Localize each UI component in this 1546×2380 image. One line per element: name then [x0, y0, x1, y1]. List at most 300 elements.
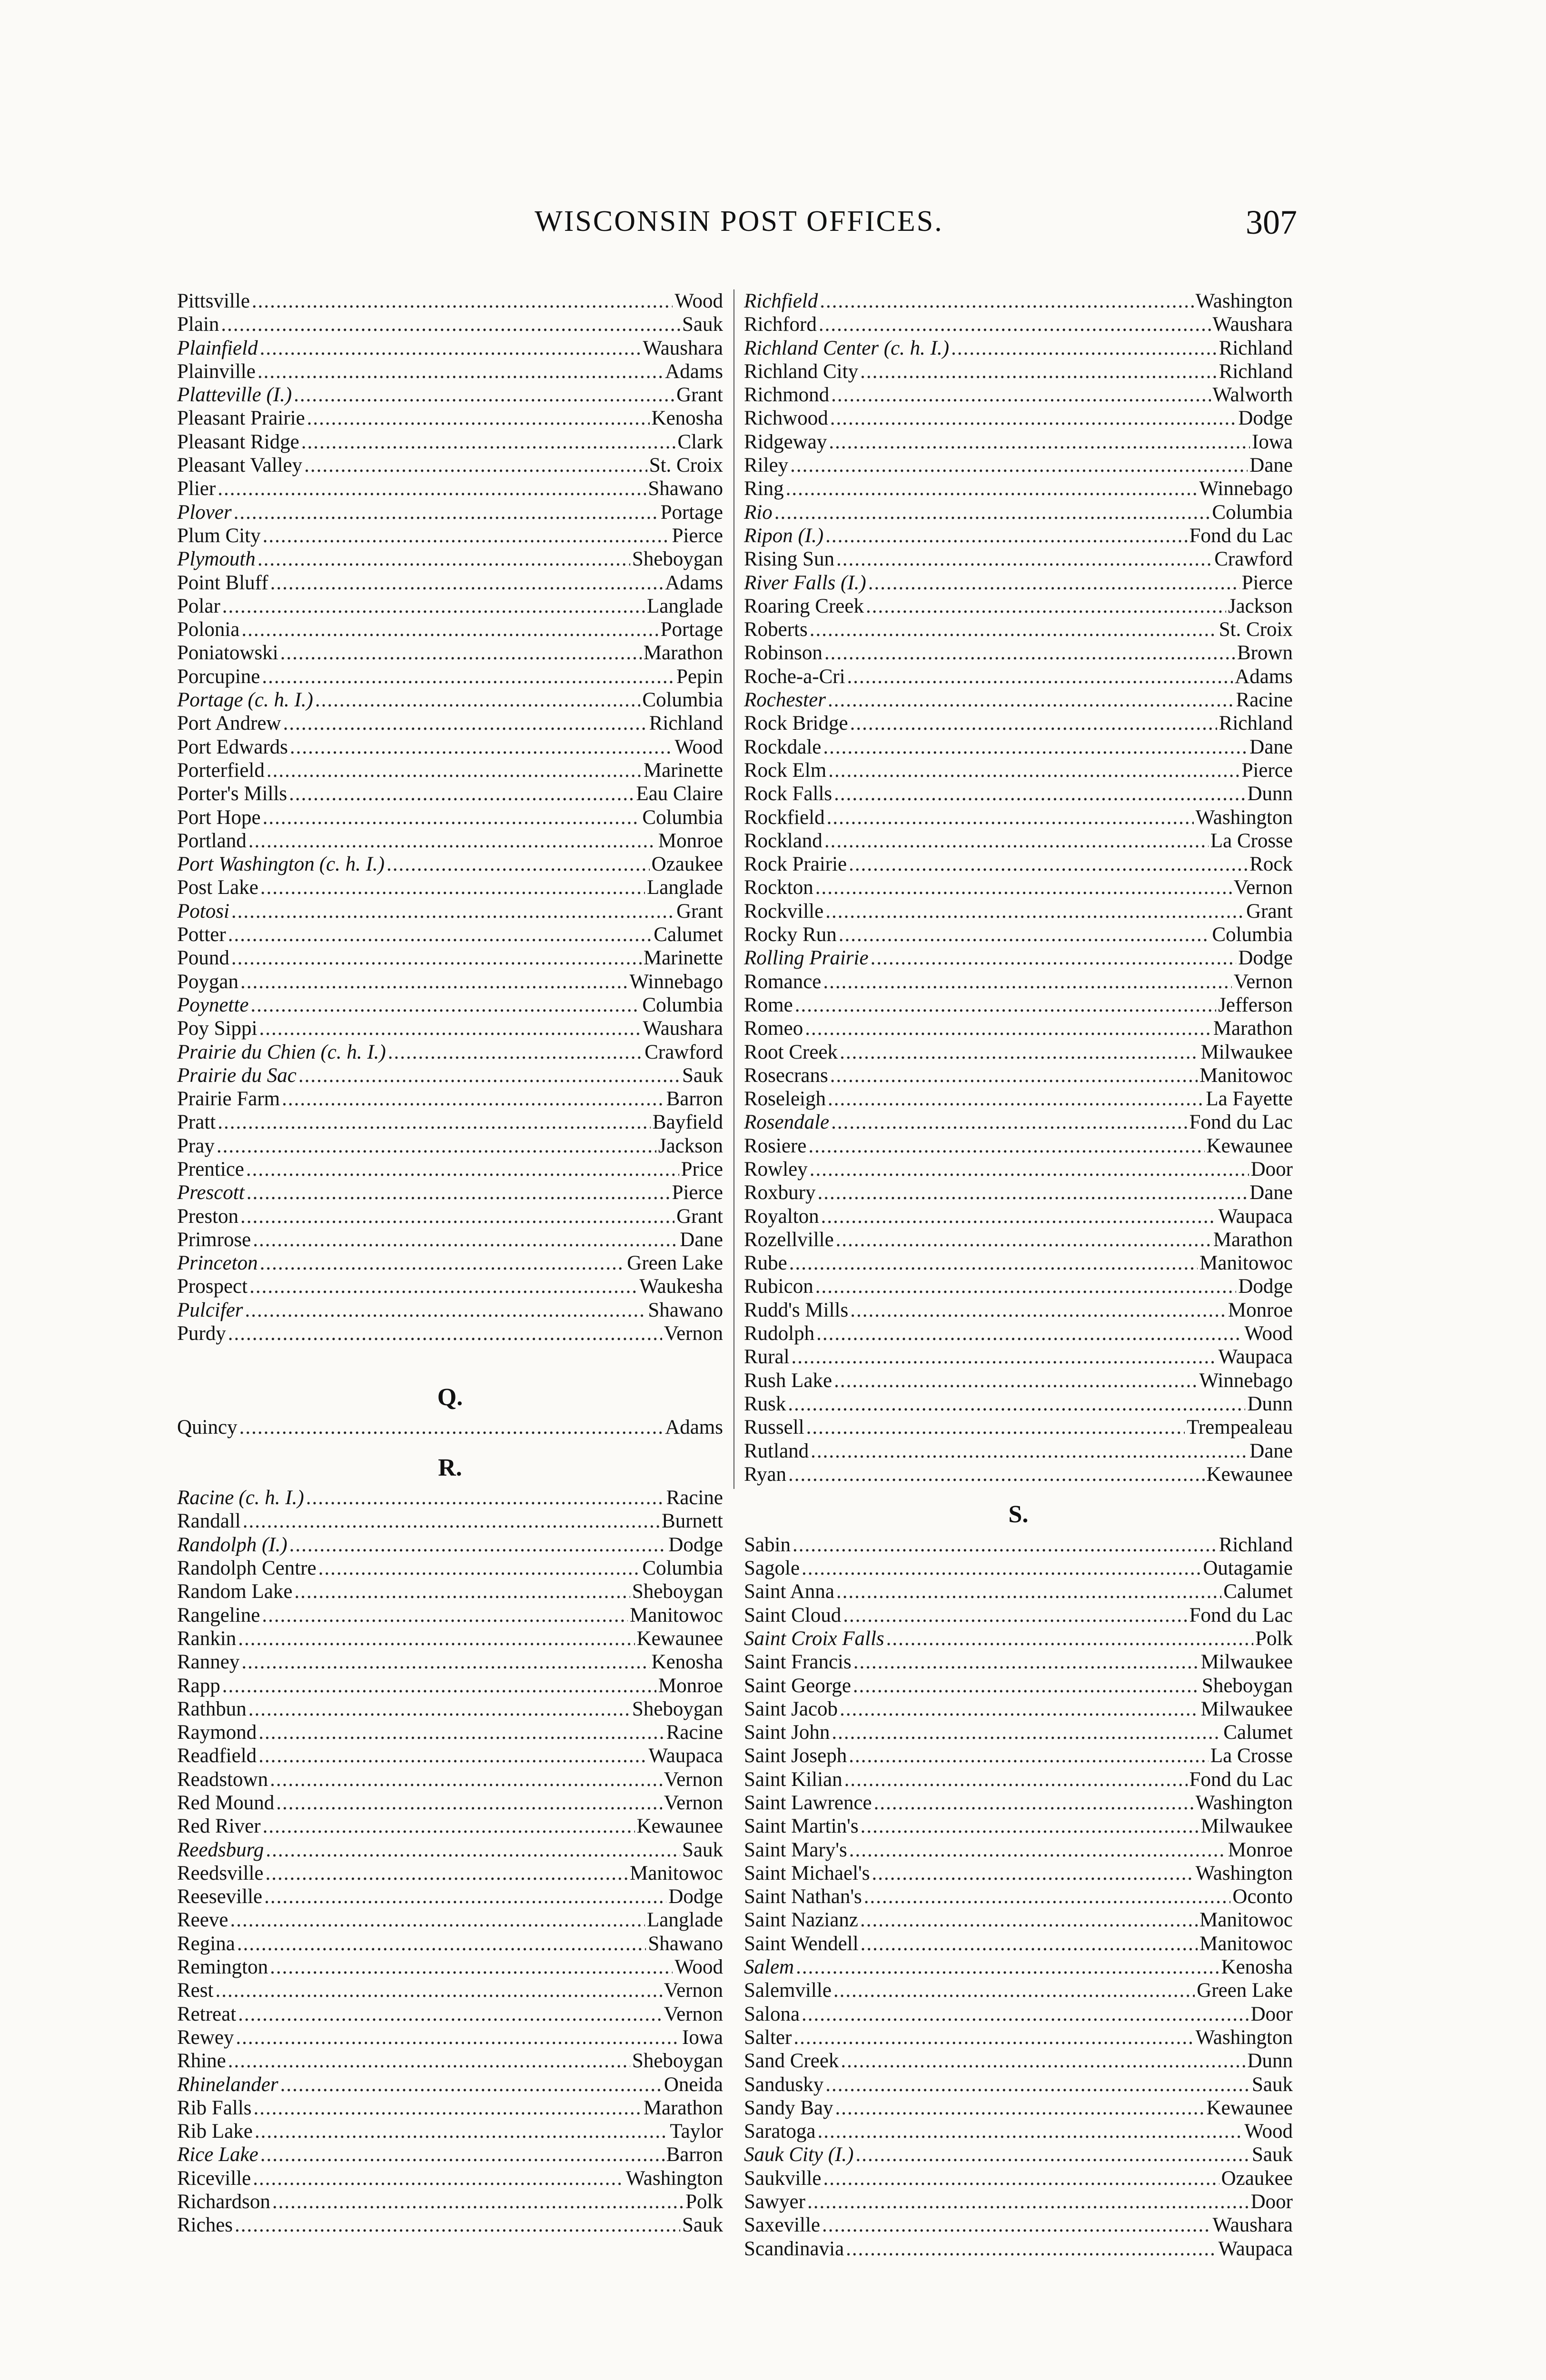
- post-office-entry: [744, 501, 1293, 524]
- post-office-name: Portage: [177, 689, 243, 712]
- dot-leader: [267, 759, 642, 782]
- post-office-name: Pound: [177, 947, 229, 970]
- post-office-entry: [177, 806, 723, 829]
- dot-leader: [805, 1017, 1211, 1040]
- county-seat-note: (c. h. I.): [238, 1487, 304, 1509]
- dot-leader: [849, 853, 1248, 876]
- post-office-entry: [744, 1251, 1293, 1275]
- dot-leader: [258, 1721, 664, 1744]
- post-office-name: Sandusky: [744, 2073, 824, 2096]
- county-name: Wood: [674, 290, 723, 312]
- section-heading-q: Q.: [437, 1383, 463, 1411]
- post-office-entry: [744, 1650, 1293, 1674]
- county-name: Vernon: [664, 1322, 723, 1345]
- post-office-name: Riley: [744, 454, 789, 477]
- county-name: Racine: [1236, 689, 1293, 712]
- county-name: Monroe: [1228, 1299, 1293, 1321]
- post-office-entry: [744, 313, 1293, 336]
- dot-leader: [817, 2120, 1242, 2143]
- county-name: Kewaunee: [636, 1627, 723, 1650]
- county-name: Door: [1250, 1158, 1293, 1180]
- post-office-name: Prairie Farm: [177, 1088, 280, 1111]
- post-office-name: Rube: [744, 1252, 787, 1275]
- post-office-entry: [744, 1815, 1293, 1838]
- post-office-entry: [744, 946, 1293, 970]
- dot-leader: [246, 1158, 679, 1181]
- county-name: Clark: [677, 430, 723, 453]
- county-name: Sauk: [682, 1064, 723, 1087]
- county-name: Dane: [1249, 1439, 1293, 1462]
- county-name: Kewaunee: [1206, 2096, 1293, 2119]
- post-office-entry: [744, 360, 1293, 383]
- post-office-name: Rhine: [177, 2050, 226, 2073]
- post-office-entry: [177, 1064, 723, 1087]
- county-name: Winnebago: [629, 970, 723, 993]
- post-office-name: Root Creek: [744, 1041, 838, 1063]
- dot-leader: [833, 1979, 1195, 2002]
- post-office-name: Rest: [177, 1979, 214, 2002]
- post-office-name: Sabin: [744, 1533, 791, 1556]
- dot-leader: [871, 946, 1237, 970]
- post-office-name: Poy Sippi: [177, 1017, 258, 1040]
- dot-leader: [240, 970, 628, 993]
- post-office-entry: [744, 1134, 1293, 1158]
- post-office-entry: [177, 1275, 723, 1298]
- post-office-entry: [177, 1791, 723, 1815]
- dot-leader: [834, 1369, 1197, 1392]
- post-office-entry: [177, 2049, 723, 2073]
- county-name: Brown: [1237, 642, 1293, 664]
- post-office-entry: [744, 1017, 1293, 1040]
- dot-leader: [831, 383, 1210, 407]
- post-office-name: Saint Nathan's: [744, 1885, 862, 1908]
- county-name: Jackson: [1228, 595, 1293, 617]
- dot-leader: [816, 1322, 1242, 1345]
- post-office-entry: [744, 2213, 1293, 2237]
- dot-leader: [262, 665, 674, 688]
- post-office-name: Saint Cloud: [744, 1604, 842, 1626]
- dot-leader: [831, 1111, 1188, 1134]
- post-office-entry: [744, 2003, 1293, 2026]
- county-name: Fond du Lac: [1189, 1768, 1293, 1791]
- post-office-entry: [177, 688, 723, 712]
- dot-leader: [294, 1580, 630, 1603]
- county-name: Grant: [676, 1205, 723, 1228]
- post-office-entry: [744, 1111, 1293, 1134]
- dot-leader: [258, 1744, 646, 1767]
- dot-leader: [307, 407, 650, 430]
- post-office-name: Prentice: [177, 1158, 244, 1180]
- post-office-entry: [744, 1463, 1293, 1486]
- post-office-name: Readstown: [177, 1768, 268, 1791]
- county-name: Dane: [1249, 454, 1293, 477]
- dot-leader: [830, 1064, 1198, 1087]
- post-office-entry: [744, 1181, 1293, 1204]
- dot-leader: [806, 1416, 1185, 1439]
- dot-leader: [253, 2167, 624, 2190]
- dot-leader: [861, 1815, 1199, 1838]
- dot-leader: [228, 1322, 662, 1345]
- post-office-entry: [177, 337, 723, 360]
- county-name: Wood: [674, 1956, 723, 1979]
- county-name: Portage: [660, 501, 723, 524]
- dot-leader: [836, 1580, 1221, 1603]
- post-office-name: Regina: [177, 1932, 235, 1955]
- post-office-entry: [177, 2190, 723, 2213]
- post-office-name: Rankin: [177, 1627, 237, 1650]
- post-office-name: Randolph Centre: [177, 1557, 317, 1580]
- dot-leader: [824, 641, 1235, 664]
- post-office-name: Princeton: [177, 1252, 258, 1275]
- dot-leader: [270, 571, 664, 595]
- post-office-entry: [744, 524, 1293, 547]
- county-name: La Crosse: [1210, 829, 1293, 852]
- post-office-entry: [177, 1041, 723, 1064]
- post-office-name: Rock Bridge: [744, 712, 848, 735]
- post-office-name: Saxeville: [744, 2214, 821, 2237]
- section-heading-r: R.: [438, 1454, 462, 1481]
- post-office-entry: [744, 1744, 1293, 1767]
- post-office-name: Reedsville: [177, 1862, 264, 1884]
- dot-leader: [818, 1181, 1248, 1204]
- county-name: Vernon: [664, 2003, 723, 2025]
- dot-leader: [819, 313, 1211, 336]
- county-name: Trempealeau: [1187, 1416, 1293, 1439]
- post-office-name: Richfield: [744, 290, 818, 312]
- post-office-name: Rockfield: [744, 806, 825, 829]
- post-office-entry: [177, 547, 723, 571]
- post-office-entry: [177, 853, 723, 876]
- county-name: Marathon: [643, 642, 723, 664]
- county-seat-note: (c. h. I.): [319, 853, 385, 876]
- dot-leader: [823, 970, 1231, 993]
- post-office-name: Rubicon: [744, 1275, 813, 1298]
- post-office-name: Randolph (I.): [177, 1533, 287, 1556]
- post-office-entry: [177, 477, 723, 500]
- post-office-entry: [177, 876, 723, 899]
- post-office-name: Plain: [177, 313, 219, 336]
- post-office-entry: [177, 1932, 723, 1955]
- post-office-name: Rusk: [744, 1392, 786, 1415]
- post-office-name: Rochester: [744, 689, 826, 712]
- dot-leader: [886, 1627, 1253, 1650]
- post-office-entry: [744, 1627, 1293, 1650]
- post-office-name: Sagole: [744, 1557, 800, 1580]
- county-name: Door: [1250, 2003, 1293, 2025]
- post-office-entry: [744, 900, 1293, 923]
- post-office-name: Saint Joseph: [744, 1745, 847, 1767]
- post-office-entry: [744, 1205, 1293, 1228]
- post-office-entry: [177, 1650, 723, 1674]
- post-office-name: Pittsville: [177, 290, 250, 312]
- county-name: Monroe: [1228, 1838, 1293, 1861]
- dot-leader: [815, 876, 1232, 899]
- post-office-entry: [177, 1580, 723, 1603]
- dot-leader: [855, 2143, 1250, 2166]
- dot-leader: [835, 2096, 1205, 2120]
- county-name: Grant: [1246, 900, 1293, 922]
- dot-leader: [254, 2096, 642, 2120]
- post-office-name: Rockland: [744, 829, 823, 852]
- page-header: [181, 205, 1297, 248]
- dot-leader: [840, 1041, 1199, 1064]
- post-office-name: Saint Michael's: [744, 1862, 870, 1884]
- post-office-name: Salter: [744, 2026, 792, 2049]
- dot-leader: [388, 1041, 643, 1064]
- dot-leader: [250, 993, 640, 1017]
- dot-leader: [217, 1134, 656, 1158]
- county-name: Sauk: [1252, 2073, 1293, 2096]
- county-name: Waupaca: [1218, 1205, 1293, 1228]
- post-office-entry: [744, 970, 1293, 993]
- county-name: Iowa: [682, 2026, 723, 2049]
- running-title: WISCONSIN POST OFFICES.: [535, 205, 943, 238]
- dot-leader: [860, 360, 1217, 383]
- dot-leader: [258, 360, 663, 383]
- post-office-name: Potter: [177, 923, 226, 946]
- county-name: Vernon: [664, 1979, 723, 2002]
- county-name: Shawano: [648, 1932, 723, 1955]
- post-office-entry: [744, 1439, 1293, 1463]
- post-office-entry: [177, 735, 723, 759]
- county-name: Winnebago: [1199, 477, 1293, 500]
- county-name: Langlade: [647, 1909, 723, 1932]
- dot-leader: [774, 501, 1210, 524]
- post-office-name: Rathbun: [177, 1697, 247, 1720]
- dot-leader: [270, 1768, 662, 1791]
- post-office-name: Riches: [177, 2214, 233, 2237]
- county-name: Wood: [1244, 2120, 1293, 2143]
- county-name: Kewaunee: [1206, 1134, 1293, 1157]
- post-office-name: Rock Elm: [744, 759, 827, 782]
- post-office-name: Ripon (I.): [744, 524, 824, 547]
- dot-leader: [253, 1228, 678, 1251]
- county-name: Pierce: [1241, 571, 1293, 594]
- dot-leader: [789, 1251, 1198, 1275]
- county-name: Barron: [666, 1088, 723, 1111]
- post-office-name: Rolling Prairie: [744, 947, 869, 970]
- post-office-name: Randall: [177, 1510, 241, 1533]
- county-name: Washington: [625, 2167, 723, 2190]
- dot-leader: [829, 430, 1250, 454]
- dot-leader: [874, 1791, 1194, 1815]
- county-name: Pierce: [1241, 759, 1293, 782]
- post-office-name: Point Bluff: [177, 571, 268, 594]
- post-office-entry: [177, 1087, 723, 1111]
- post-office-entry: [177, 1908, 723, 1932]
- dot-leader: [847, 665, 1233, 688]
- county-name: Shawano: [648, 477, 723, 500]
- post-office-name: Romeo: [744, 1017, 803, 1040]
- dot-leader: [228, 923, 652, 946]
- post-office-entry: [744, 1041, 1293, 1064]
- county-name: Ozaukee: [1221, 2167, 1293, 2190]
- post-office-entry: [744, 454, 1293, 477]
- county-name: Kenosha: [651, 407, 723, 430]
- post-office-name: Saint Jacob: [744, 1697, 838, 1720]
- post-office-name: Saint Francis: [744, 1651, 852, 1674]
- post-office-name: Pratt: [177, 1111, 216, 1134]
- dot-leader: [823, 735, 1248, 759]
- dot-leader: [260, 1251, 625, 1275]
- post-office-entry: [177, 993, 723, 1017]
- post-office-name: Rocky Run: [744, 923, 837, 946]
- post-office-entry: [177, 1017, 723, 1040]
- dot-leader: [830, 407, 1237, 430]
- post-office-name: Pray: [177, 1134, 215, 1157]
- county-name: Columbia: [642, 806, 723, 829]
- dot-leader: [238, 1627, 634, 1650]
- page-number: 307: [1246, 203, 1297, 241]
- dot-leader: [247, 1181, 670, 1204]
- county-name: Portage: [660, 618, 723, 641]
- post-office-entry: [744, 289, 1293, 313]
- post-office-name: Random Lake: [177, 1580, 293, 1603]
- right-column: [744, 289, 1293, 2261]
- dot-leader: [850, 1299, 1226, 1322]
- post-office-name: Plainville: [177, 360, 256, 383]
- county-name: Pierce: [672, 1181, 723, 1204]
- post-office-entry: [177, 1604, 723, 1627]
- post-office-entry: [744, 1392, 1293, 1416]
- post-office-name: Rome: [744, 993, 793, 1016]
- post-office-entry: [744, 2073, 1293, 2096]
- county-name: Racine: [666, 1721, 723, 1744]
- county-name: Vernon: [1233, 970, 1293, 993]
- post-office-entry: [177, 407, 723, 430]
- county-name: Pierce: [672, 524, 723, 547]
- post-office-name: Quincy: [177, 1416, 238, 1439]
- post-office-name: Preston: [177, 1205, 238, 1228]
- county-name: Kewaunee: [1206, 1463, 1293, 1486]
- dot-leader: [290, 735, 673, 759]
- dot-leader: [810, 1158, 1249, 1181]
- dot-leader: [864, 1885, 1231, 1908]
- dot-leader: [289, 782, 634, 805]
- post-office-name: Sawyer: [744, 2191, 805, 2213]
- dot-leader: [231, 900, 674, 923]
- county-name: Dunn: [1247, 1392, 1293, 1415]
- county-name: Wood: [1244, 1322, 1293, 1345]
- post-office-name: Rosiere: [744, 1134, 807, 1157]
- county-name: Ozaukee: [651, 853, 723, 876]
- county-name: Dodge: [1238, 407, 1293, 430]
- county-name: Marathon: [1213, 1228, 1293, 1251]
- dot-leader: [796, 1955, 1219, 1979]
- dot-leader: [790, 454, 1248, 477]
- county-name: Kenosha: [1221, 1956, 1293, 1979]
- post-office-entry: [744, 688, 1293, 712]
- post-office-entry: [744, 1932, 1293, 1955]
- post-office-entry: [177, 289, 723, 313]
- dot-leader: [820, 289, 1193, 313]
- county-name: Vernon: [664, 1792, 723, 1814]
- dot-leader: [228, 2049, 630, 2073]
- dot-leader: [793, 2026, 1193, 2049]
- post-office-entry: [177, 829, 723, 853]
- county-name: Adams: [665, 571, 723, 594]
- county-name: Manitowoc: [1199, 1064, 1293, 1087]
- post-office-entry: [744, 477, 1293, 500]
- dot-leader: [263, 524, 670, 547]
- post-office-entry: [744, 993, 1293, 1017]
- county-name: Dunn: [1247, 783, 1293, 805]
- county-name: Sauk: [682, 1838, 723, 1861]
- post-office-entry: [177, 2143, 723, 2166]
- county-name: Dodge: [1238, 1275, 1293, 1298]
- county-name: Waushara: [643, 1017, 723, 1040]
- post-office-name: Rozellville: [744, 1228, 834, 1251]
- county-name: La Crosse: [1210, 1745, 1293, 1767]
- dot-leader: [832, 1721, 1221, 1744]
- post-office-entry: [177, 2026, 723, 2049]
- dot-leader: [315, 688, 641, 712]
- dot-leader: [238, 2003, 662, 2026]
- dot-leader: [283, 712, 647, 735]
- post-office-name: Plymouth: [177, 548, 256, 571]
- post-office-name: Rock Prairie: [744, 853, 847, 876]
- dot-leader: [240, 1205, 674, 1228]
- post-office-name: Ridgeway: [744, 430, 827, 453]
- post-office-entry: [744, 806, 1293, 829]
- county-name: Polk: [685, 2191, 723, 2213]
- r-entry-list: [177, 1486, 723, 2237]
- post-office-entry: [744, 782, 1293, 805]
- dot-leader: [823, 2167, 1219, 2190]
- dot-leader: [230, 1908, 645, 1932]
- post-office-entry: [744, 1838, 1293, 1862]
- post-office-entry: [177, 970, 723, 993]
- post-office-name: Porterfield: [177, 759, 265, 782]
- dot-leader: [301, 430, 676, 454]
- dot-leader: [822, 2213, 1211, 2237]
- county-name: Milwaukee: [1200, 1651, 1293, 1674]
- post-office-name: Saukville: [744, 2167, 822, 2190]
- county-name: Crawford: [644, 1041, 723, 1063]
- post-office-entry: [177, 946, 723, 970]
- dot-leader: [258, 547, 630, 571]
- dot-leader: [828, 1087, 1204, 1111]
- dot-leader: [868, 571, 1240, 595]
- post-office-name: Salemville: [744, 1979, 832, 2002]
- post-office-name: Richardson: [177, 2191, 270, 2213]
- dot-leader: [236, 2026, 680, 2049]
- county-name: Adams: [665, 1416, 723, 1439]
- county-name: Sauk: [682, 313, 723, 336]
- county-name: Sheboygan: [632, 1697, 723, 1720]
- post-office-name: Reedsburg: [177, 1838, 264, 1861]
- post-office-name: Polar: [177, 595, 220, 617]
- dot-leader: [221, 313, 680, 336]
- post-office-name: Reeve: [177, 1909, 228, 1932]
- post-office-entry: [177, 2167, 723, 2190]
- county-name: Calumet: [1223, 1721, 1293, 1744]
- post-office-name: Rising Sun: [744, 548, 834, 571]
- dot-leader: [218, 477, 646, 500]
- dot-leader: [846, 2237, 1216, 2261]
- county-name: St. Croix: [1219, 618, 1293, 641]
- dot-leader: [249, 1275, 637, 1298]
- post-office-entry: [177, 454, 723, 477]
- county-name: Shawano: [648, 1299, 723, 1321]
- county-name: Washington: [1195, 2026, 1293, 2049]
- county-name: Taylor: [670, 2120, 723, 2143]
- county-name: Jackson: [658, 1134, 723, 1157]
- county-name: Manitowoc: [630, 1862, 723, 1884]
- post-office-entry: [744, 1580, 1293, 1603]
- dot-leader: [841, 2049, 1245, 2073]
- post-office-entry: [177, 759, 723, 782]
